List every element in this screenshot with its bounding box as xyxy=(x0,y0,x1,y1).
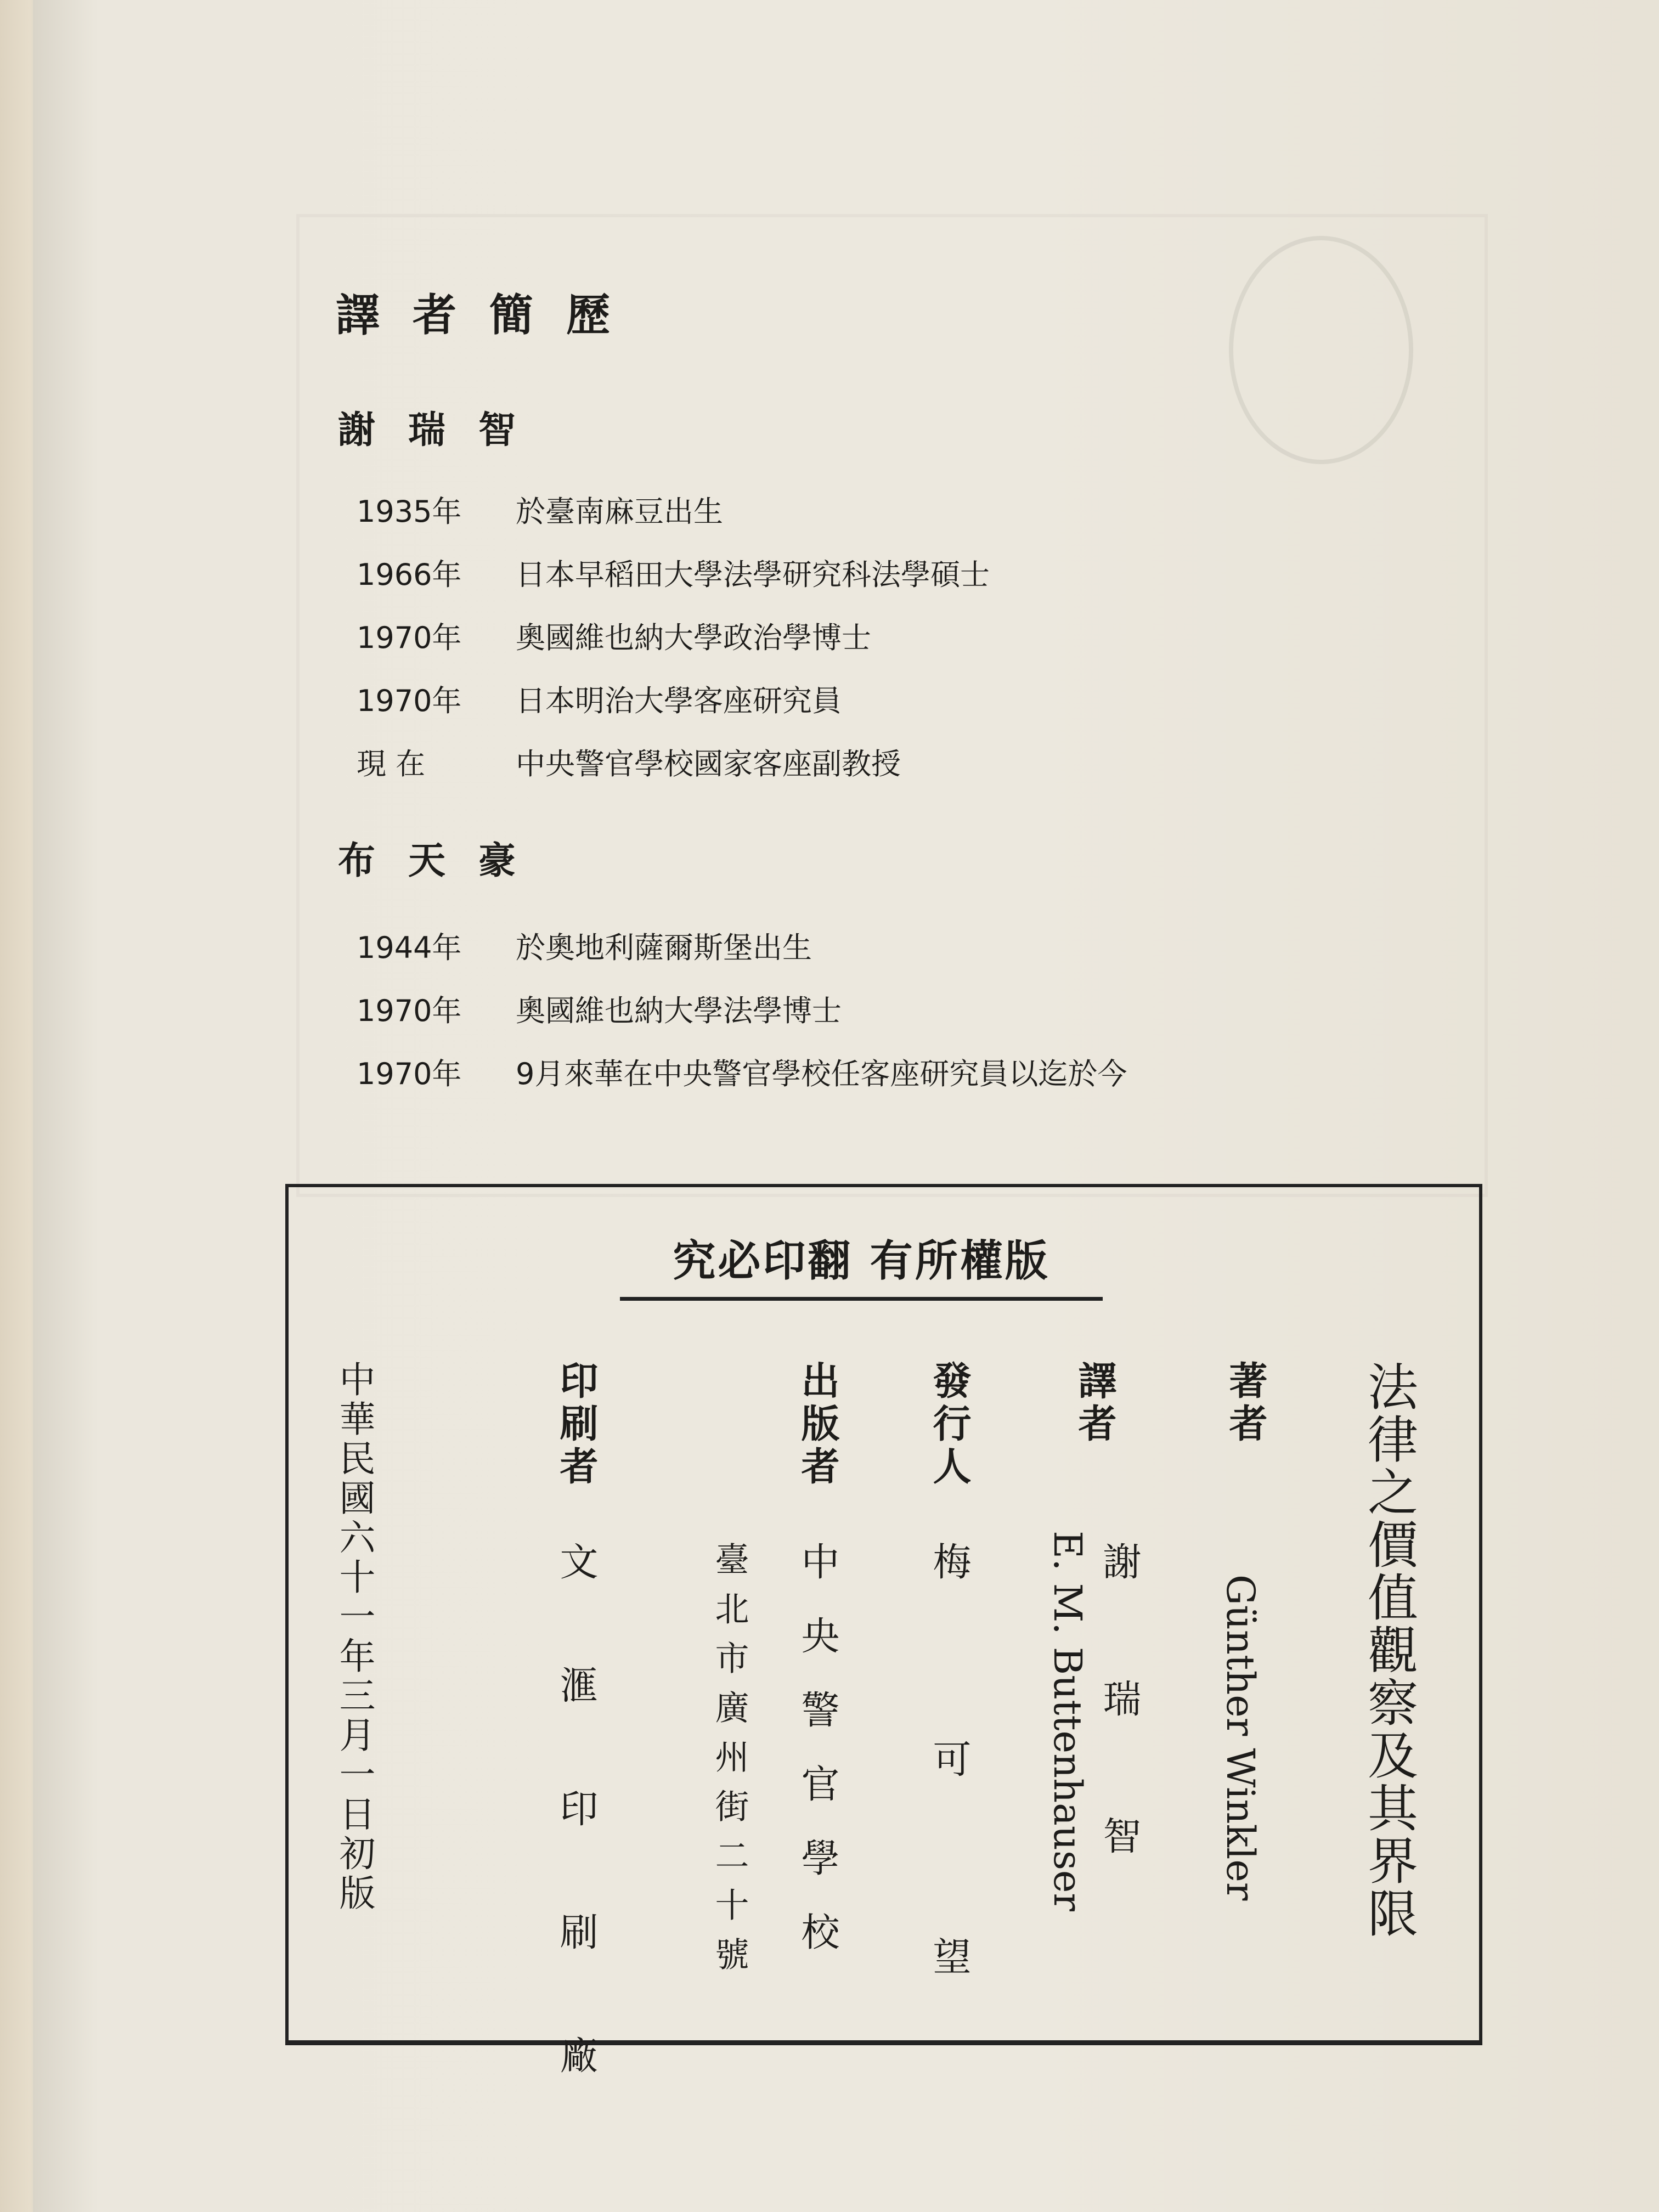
copyright-notice: 究必印翻 有所權版 xyxy=(620,1227,1103,1301)
bio-text: 於臺南麻豆出生 xyxy=(516,494,723,529)
bio-year: 1944年 xyxy=(357,930,462,965)
publisher-value: 中央警官學校 xyxy=(795,1542,840,1986)
book-title: 法律之價值觀察及其界限 xyxy=(1359,1361,1418,1940)
publisher-label: 出版者 xyxy=(795,1361,840,1489)
bio-text: 日本早稻田大學法學研究科法學碩士 xyxy=(516,557,990,592)
bio-year: 1970年 xyxy=(357,620,462,655)
bio-text: 奧國維也納大學政治學博士 xyxy=(516,620,871,655)
bio-row xyxy=(357,1051,1127,1093)
bio-year: 1970年 xyxy=(357,1057,462,1091)
bio-year: 1966年 xyxy=(357,557,462,592)
bio-text: 9月來華在中央警官學校任客座研究員以迄於今 xyxy=(516,1057,1127,1091)
bio-text: 奧國維也納大學法學博士 xyxy=(516,994,842,1028)
colophon-box xyxy=(285,1184,1482,2045)
bio-year: 現 在 xyxy=(357,747,426,781)
bio-row xyxy=(357,488,723,531)
author-label: 著者 xyxy=(1223,1361,1268,1446)
printer-label: 印刷者 xyxy=(554,1361,599,1489)
bio-text: 於奧地利薩爾斯堡出生 xyxy=(516,930,812,965)
bio-row xyxy=(357,741,901,783)
translator-value-1: 謝瑞智 xyxy=(1097,1542,1142,1953)
bio-row xyxy=(357,924,812,967)
bio-row xyxy=(357,678,842,720)
bio-year: 1935年 xyxy=(357,494,462,529)
bio-row xyxy=(357,551,990,594)
translator-label: 譯者 xyxy=(1072,1361,1117,1446)
bio-year: 1970年 xyxy=(357,684,462,718)
publication-date: 中華民國六十一年三月一日初版 xyxy=(333,1361,375,1914)
translator-1-name: 謝瑞智 xyxy=(338,408,549,452)
issuer-value: 梅可望 xyxy=(927,1542,972,2134)
translator-2-name: 布天豪 xyxy=(338,839,549,883)
translator-value-2: E. M. Buttenhauser xyxy=(1045,1531,1090,1911)
bio-row xyxy=(357,614,871,657)
show-through-seal xyxy=(1229,236,1413,464)
bio-text: 中央警官學校國家客座副教授 xyxy=(516,747,901,781)
publisher-address: 臺北市廣州街二十號 xyxy=(709,1542,749,1986)
bio-text: 日本明治大學客座研究員 xyxy=(516,684,842,718)
bio-year: 1970年 xyxy=(357,994,462,1028)
printer-value: 文滙印刷廠 xyxy=(554,1542,599,2159)
bio-heading: 譯者簡歷 xyxy=(336,289,643,341)
issuer-label: 發行人 xyxy=(927,1361,972,1489)
bio-row xyxy=(357,988,842,1030)
author-value: Günther Winkler xyxy=(1218,1575,1263,1901)
